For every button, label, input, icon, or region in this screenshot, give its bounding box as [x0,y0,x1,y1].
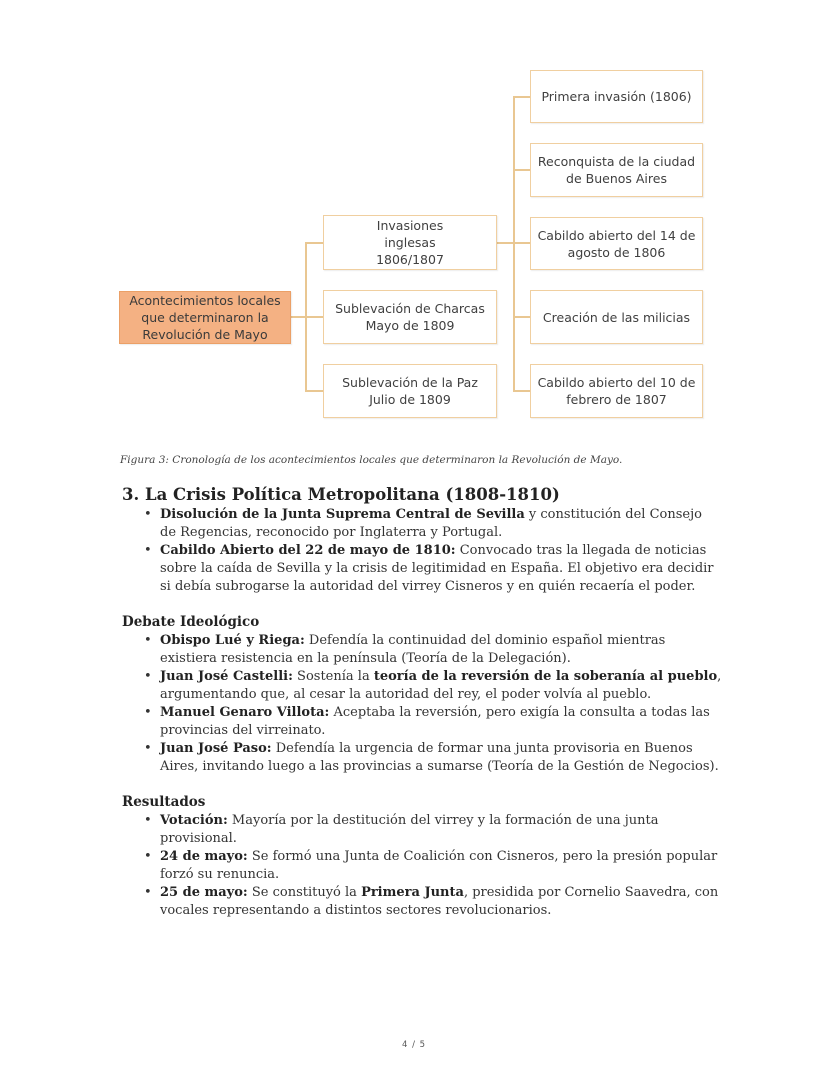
item-term: Juan José Paso: [160,741,272,756]
connector-right-1 [513,96,530,98]
diagram-right-box [530,217,703,270]
document-body [122,484,722,920]
list-item [160,740,722,776]
diagram-right-box [530,290,703,344]
connector-trunk-right [513,96,515,391]
diagram-middle-label: Sublevación de Charcas Mayo de 1809 [335,301,485,333]
list-item [160,812,722,848]
list-item [160,542,722,596]
item-text: , presidida por Cornelio Saavedra, con vocales representando a distintos sectores revolucionarios. [160,885,719,918]
connector-root [290,316,306,318]
connector-right-2 [513,169,530,171]
diagram-middle-box [323,290,497,344]
diagram-right-label: Primera invasión (1806) [541,89,692,104]
item-text: , argumentando que, al cesar la autoridad del rey, el poder volvía al pueblo. [160,669,722,702]
list-item [160,848,722,884]
item-emphasis: Primera Junta [361,885,464,900]
diagram-right-label: Cabildo abierto del 10 de febrero de 1807 [537,375,696,407]
results-heading: Resultados [122,794,206,810]
diagram-root-label: Acontecimientos locales que determinaron la Revolución de Mayo [129,293,281,342]
item-term: Disolución de la Junta Suprema Central de Sevilla [160,507,525,522]
item-text: Defendía la urgencia de formar una junta provisoria en Buenos Aires, invitando luego a las provincias a sumarse (Teoría de la Gestión de Negocios). [160,741,719,774]
diagram-middle-label: Sublevación de la Paz Julio de 1809 [342,375,478,407]
item-text: y constitución del Consejo de Regencias, reconocido por Inglaterra y Portugal. [160,507,702,540]
connector-right-4 [513,316,530,318]
item-term: 24 de mayo: [160,849,248,864]
list-item [160,632,722,668]
list-item [160,704,722,740]
item-text: Se formó una Junta de Coalición con Cisneros, pero la presión popular forzó su renuncia. [160,849,718,882]
debate-heading: Debate Ideológico [122,614,260,630]
connector-mid-3 [305,390,323,392]
item-emphasis: teoría de la reversión de la soberanía al pueblo [373,669,718,684]
item-text: Aceptaba la reversión, pero exigía la consulta a todas las provincias del virreinato. [160,705,710,738]
list-item [160,506,722,542]
connector-invasiones [496,242,514,244]
diagram-middle-box [323,364,497,418]
item-term: Cabildo Abierto del 22 de mayo de 1810: [160,543,456,558]
connector-mid-1 [305,242,323,244]
item-term: Juan José Castelli: [160,669,293,684]
diagram-right-label: Creación de las milicias [542,309,691,325]
results-list [122,812,722,920]
connector-right-5 [513,390,530,392]
diagram-middle-box [323,215,497,270]
connector-mid-2 [305,316,323,318]
connector-right-3 [513,242,530,244]
item-term: Votación: [160,813,228,828]
diagram-right-label: Cabildo abierto del 14 de agosto de 1806 [537,227,696,260]
list-item [160,668,722,704]
diagram-right-box [530,364,703,418]
section-list [122,506,722,596]
list-item [160,884,722,920]
diagram-right-label: Reconquista de la ciudad de Buenos Aires [537,154,696,186]
page-number: 4 / 5 [401,1040,427,1050]
debate-list [122,632,722,776]
item-text: Convocado tras la llegada de noticias sobre la caída de Sevilla y la crisis de legitimidad en España. El objetivo era decidir si debía subrogarse la autoridad del virrey Cisneros y en quién recaería el poder. [160,543,714,594]
diagram-right-box [530,70,703,123]
diagram-root-box [119,291,291,344]
item-term: 25 de mayo: [160,885,248,900]
diagram-right-box [530,143,703,197]
item-term: Manuel Genaro Villota: [160,705,330,720]
item-text: Defendía la continuidad del dominio español mientras existiera resistencia en la península (Teoría de la Delegación). [160,633,666,666]
event-diagram [0,0,828,440]
item-text: Se constituyó la [247,885,362,900]
item-text: Mayoría por la destitución del virrey y la formación de una junta provisional. [160,813,659,846]
item-text: Sostenía la [292,669,374,684]
section-title: 3. La Crisis Política Metropolitana (1808-1810) [122,485,560,504]
diagram-middle-label: Invasiones inglesas 1806/1807 [376,218,444,267]
figure-caption: Figura 3: Cronología de los acontecimientos locales que determinaron la Revolución de Mayo. [120,454,623,466]
item-term: Obispo Lué y Riega: [160,633,305,648]
